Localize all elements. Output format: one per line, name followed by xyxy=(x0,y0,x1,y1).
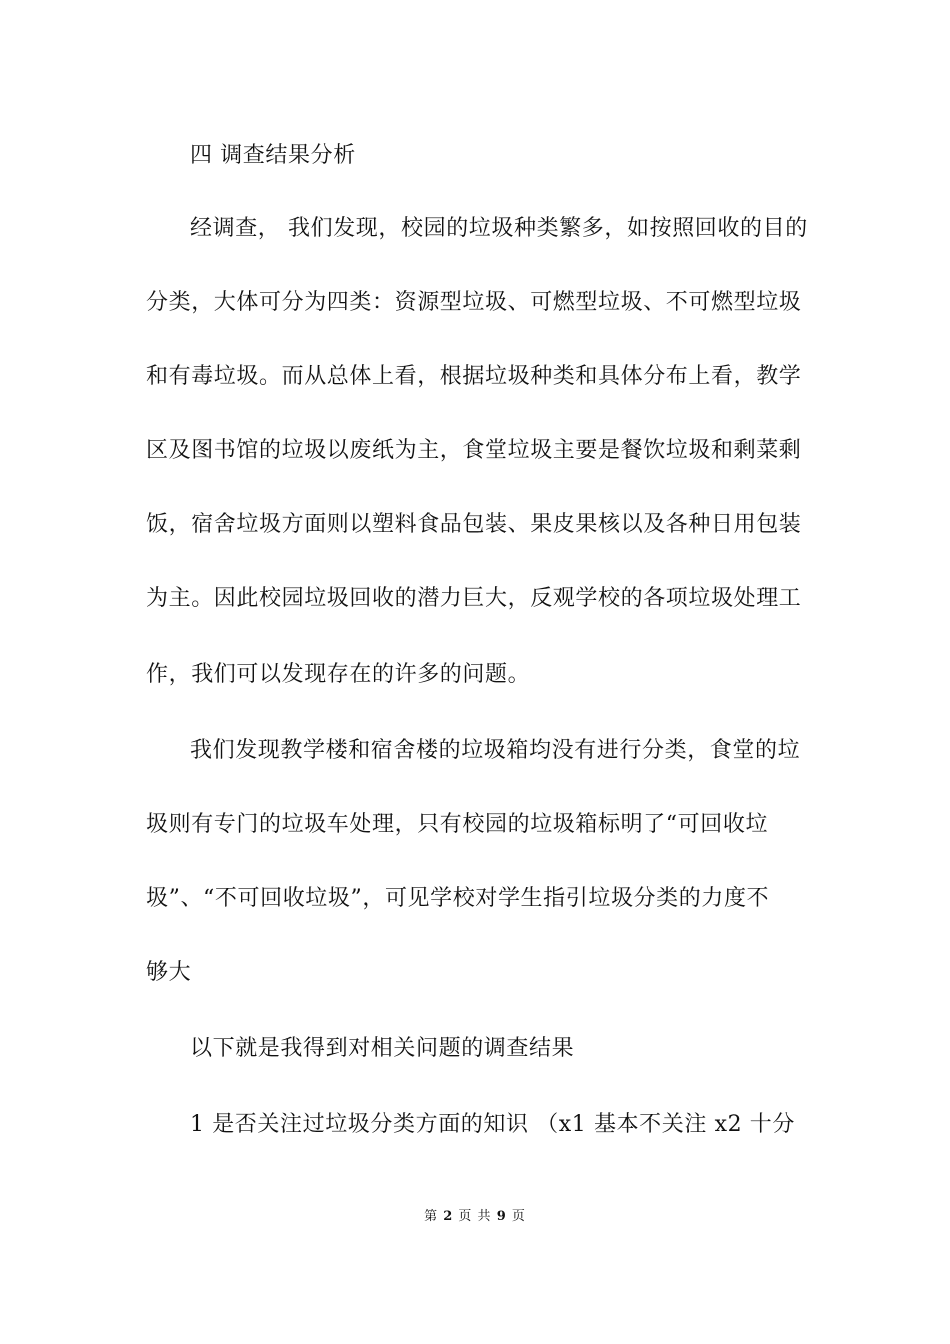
footer-suffix: 页 xyxy=(511,1209,526,1224)
page-footer xyxy=(0,1207,950,1227)
footer-prefix: 第 xyxy=(424,1209,439,1224)
paragraph1-line: 和有毒垃圾。而从总体上看，根据垃圾种类和具体分布上看，教学 xyxy=(146,364,802,389)
paragraph2-line: 圾则有专门的垃圾车处理，只有校园的垃圾箱标明了“可回收垃 xyxy=(146,812,769,837)
paragraph1-line: 饭，宿舍垃圾方面则以塑料食品包装、果皮果核以及各种日用包装 xyxy=(146,512,802,537)
question-1: 1 是否关注过垃圾分类方面的知识 （x1 基本不关注 x2 十分 xyxy=(190,1112,795,1137)
footer-total-pages: 9 xyxy=(496,1209,507,1224)
paragraph2-line: 圾”、“不可回收垃圾”，可见学校对学生指引垃圾分类的力度不 xyxy=(146,886,770,911)
paragraph1-line: 分类，大体可分为四类：资源型垃圾、可燃型垃圾、不可燃型垃圾 xyxy=(146,290,802,315)
footer-current-page: 2 xyxy=(443,1209,454,1224)
paragraph1-line: 经调查， 我们发现，校园的垃圾种类繁多，如按照回收的目的 xyxy=(190,216,808,241)
paragraph1-line: 作，我们可以发现存在的许多的问题。 xyxy=(146,662,531,687)
paragraph1-line: 区及图书馆的垃圾以废纸为主，食堂垃圾主要是餐饮垃圾和剩菜剩 xyxy=(146,438,802,463)
paragraph1-line: 为主。因此校园垃圾回收的潜力巨大，反观学校的各项垃圾处理工 xyxy=(146,586,802,611)
paragraph2-line: 够大 xyxy=(146,960,192,985)
paragraph2-line: 我们发现教学楼和宿舍楼的垃圾箱均没有进行分类，食堂的垃 xyxy=(190,738,801,763)
paragraph3: 以下就是我得到对相关问题的调查结果 xyxy=(190,1036,575,1061)
footer-middle: 页 共 xyxy=(458,1209,492,1224)
section-heading: 四 调查结果分析 xyxy=(190,143,356,168)
